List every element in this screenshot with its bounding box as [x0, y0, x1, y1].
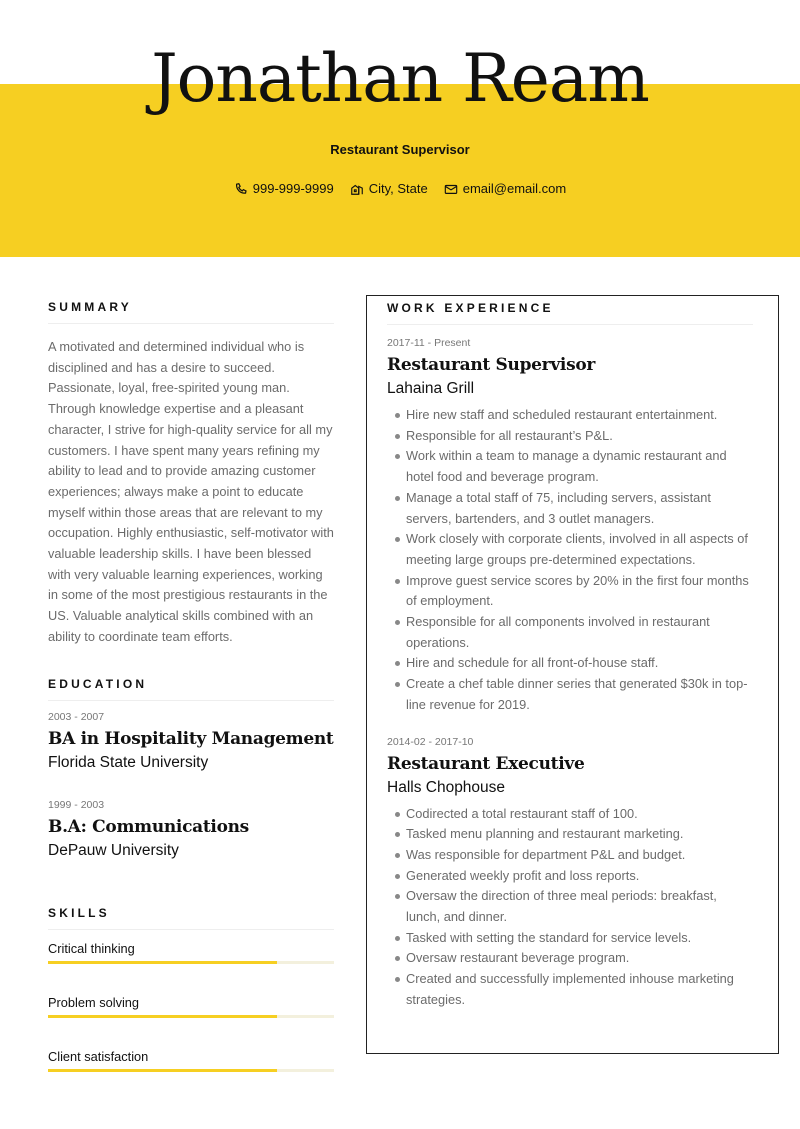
location-text: City, State [368, 181, 428, 196]
list-item: Created and successfully implemented inhouse marketing strategies. [387, 969, 753, 1010]
education-item [48, 799, 334, 860]
education-degree: B.A: Communications [48, 817, 249, 837]
list-item: Work closely with corporate clients, involved in all aspects of meeting large groups pre-determined expectations. [387, 529, 753, 570]
job-entry [387, 337, 753, 716]
education-section [48, 677, 334, 860]
list-item: Responsible for all components involved in restaurant operations. [387, 612, 753, 653]
education-heading: EDUCATION [48, 677, 334, 701]
job-company: Halls Chophouse [387, 778, 506, 796]
education-school: Florida State University [48, 754, 209, 771]
job-company: Lahaina Grill [387, 380, 475, 397]
skill-fill [48, 1069, 277, 1072]
skill-bar [48, 961, 334, 964]
candidate-name: Jonathan Ream [151, 40, 649, 117]
email-text: email@email.com [462, 181, 567, 196]
education-dates: 1999 - 2003 [48, 799, 105, 811]
job-dates: 2017-11 - Present [387, 337, 471, 349]
list-item: Hire new staff and scheduled restaurant entertainment. [387, 405, 753, 426]
list-item: Improve guest service scores by 20% in the first four months of employment. [387, 571, 753, 612]
list-item: Oversaw restaurant beverage program. [387, 948, 753, 969]
contact-location [350, 181, 428, 196]
list-item: Hire and schedule for all front-of-house staff. [387, 653, 753, 674]
job-entry [387, 736, 753, 1011]
skill-name: Problem solving [48, 995, 140, 1010]
list-item: Codirected a total restaurant staff of 100. [387, 804, 753, 825]
contact-email[interactable] [444, 181, 567, 196]
contact-row [0, 181, 800, 196]
job-bullets [387, 405, 753, 716]
list-item: Create a chef table dinner series that generated $30k in top-line revenue for 2019. [387, 674, 753, 715]
email-icon [444, 182, 458, 196]
summary-text: A motivated and determined individual who is disciplined and has a desire to succeed. Passionate, loyal, free-spirited young man. Through knowledge expertise and a pleasant character, I strive for high-quality service for all my customers. I have spent many years refining my ability to lead and to provide amazing customer experiences; always make a point to educate myself within those areas that are relevant to my occupation. Highly enthusiastic, self-motivator with valuable leadership skills. I have been blessed with very valuable learning experiences, working in some of the most prestigious restaurants in the US. Valuable analytical skills combined with an ability to coordinate team efforts. [48, 339, 334, 644]
skills-heading: SKILLS [48, 906, 334, 930]
education-dates: 2003 - 2007 [48, 711, 105, 723]
list-item: Tasked with setting the standard for service levels. [387, 928, 753, 949]
skill-fill [48, 961, 277, 964]
skill-fill [48, 1015, 277, 1018]
list-item: Manage a total staff of 75, including servers, assistant servers, bartenders, and 3 outlet managers. [387, 488, 753, 529]
job-dates: 2014-02 - 2017-10 [387, 735, 474, 748]
list-item: Work within a team to manage a dynamic restaurant and hotel food and beverage program. [387, 446, 753, 487]
list-item: Was responsible for department P&L and budget. [387, 845, 753, 866]
skill-item [48, 995, 334, 1018]
skill-name: Critical thinking [48, 941, 135, 956]
work-heading: WORK EXPERIENCE [387, 301, 753, 325]
location-icon [350, 182, 364, 196]
list-item: Tasked menu planning and restaurant marketing. [387, 824, 753, 845]
job-title: Restaurant Supervisor [330, 142, 470, 157]
skill-item [48, 941, 334, 964]
skill-name: Client satisfaction [48, 1049, 149, 1064]
contact-phone[interactable] [234, 181, 334, 196]
phone-icon [234, 182, 248, 196]
list-item: Oversaw the direction of three meal periods: breakfast, lunch, and dinner. [387, 886, 753, 927]
job-title: Restaurant Supervisor [387, 355, 596, 375]
list-item: Responsible for all restaurant’s P&L. [387, 426, 753, 447]
job-title: Restaurant Executive [387, 753, 585, 774]
skill-bar [48, 1015, 334, 1018]
skills-section [48, 906, 334, 1072]
phone-text: 999-999-9999 [252, 181, 334, 196]
education-school: DePauw University [48, 842, 179, 859]
education-degree: BA in Hospitality Management [48, 729, 334, 749]
job-bullets [387, 804, 753, 1011]
work-experience-section [366, 295, 779, 1054]
education-item [48, 711, 334, 772]
summary-heading: SUMMARY [48, 300, 334, 324]
summary-section [48, 300, 334, 648]
skill-bar [48, 1069, 334, 1072]
list-item: Generated weekly profit and loss reports. [387, 866, 753, 887]
skill-item [48, 1049, 334, 1072]
